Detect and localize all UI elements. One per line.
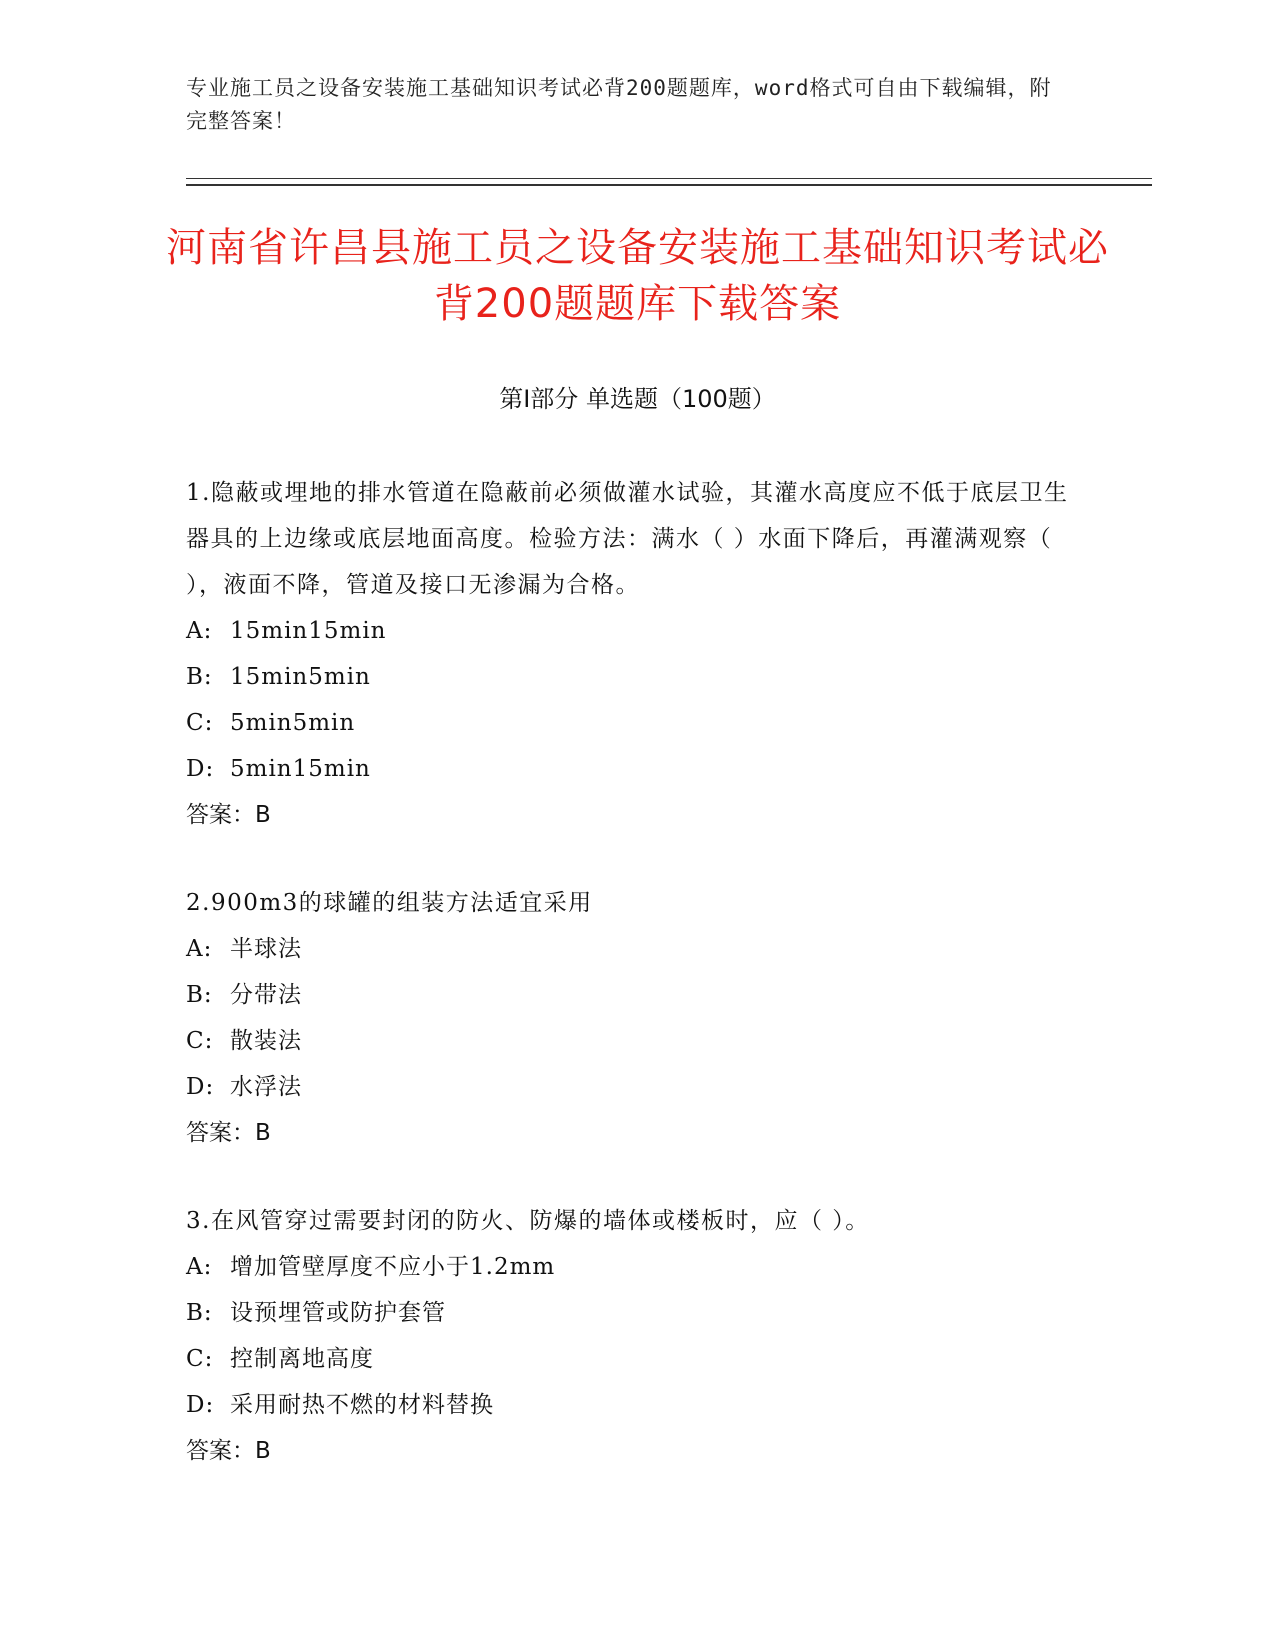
option-key: D: [186,1392,215,1418]
option-b [186,1290,1076,1336]
option-a [186,1244,1076,1290]
option-key: D: [186,1074,215,1100]
option-text: 半球法 [230,936,302,962]
option-b [186,972,1076,1018]
option-key: B: [186,664,213,690]
option-text: 水浮法 [230,1074,302,1100]
header-rule-thick [186,184,1152,186]
option-key: A: [186,936,213,962]
option-text: 15min15min [230,618,387,644]
question-1 [186,470,1076,838]
answer-line: 答案：B [186,1438,271,1464]
option-text: 增加管壁厚度不应小于1.2mm [230,1254,556,1280]
option-text: 15min5min [230,664,371,690]
question-stem: 3.在风管穿过需要封闭的防火、防爆的墙体或楼板时，应（ ）。 [186,1208,870,1234]
option-text: 散装法 [230,1028,302,1054]
answer-line: 答案：B [186,802,271,828]
option-b [186,654,1076,700]
question-stem: 1.隐蔽或埋地的排水管道在隐蔽前必须做灌水试验，其灌水高度应不低于底层卫生器具的上边缘或底层地面高度。检验方法：满水（ ）水面下降后，再灌满观察（ ），液面不降，管道及接口无渗漏为合格。 [186,480,1069,598]
option-c [186,1018,1076,1064]
option-text: 设预埋管或防护套管 [230,1300,446,1326]
option-a [186,608,1076,654]
option-text: 控制离地高度 [230,1346,374,1372]
option-key: C: [186,710,214,736]
option-text: 5min5min [230,710,356,736]
option-text: 采用耐热不燃的材料替换 [230,1392,494,1418]
question-2 [186,880,1076,1156]
question-3 [186,1198,1076,1474]
option-text: 5min15min [230,756,371,782]
option-key: B: [186,982,213,1008]
question-stem: 2.900m3的球罐的组装方法适宜采用 [186,890,593,916]
option-key: A: [186,618,213,644]
header-note: 专业施工员之设备安装施工基础知识考试必背200题题库，word格式可自由下载编辑，附完整答案！ [186,76,1052,133]
option-d [186,1382,1076,1428]
document-title: 河南省许昌县施工员之设备安装施工基础知识考试必背200题题库下载答案 [166,225,1109,327]
question-list [186,470,1076,1516]
option-c [186,1336,1076,1382]
option-key: B: [186,1300,213,1326]
header-rule-thin [186,178,1152,179]
option-d [186,1064,1076,1110]
option-d [186,746,1076,792]
option-c [186,700,1076,746]
option-text: 分带法 [230,982,302,1008]
option-key: C: [186,1346,214,1372]
option-key: D: [186,756,215,782]
option-key: C: [186,1028,214,1054]
section-title: 第Ⅰ部分 单选题（100题） [499,385,776,413]
answer-line: 答案：B [186,1120,271,1146]
option-a [186,926,1076,972]
option-key: A: [186,1254,213,1280]
